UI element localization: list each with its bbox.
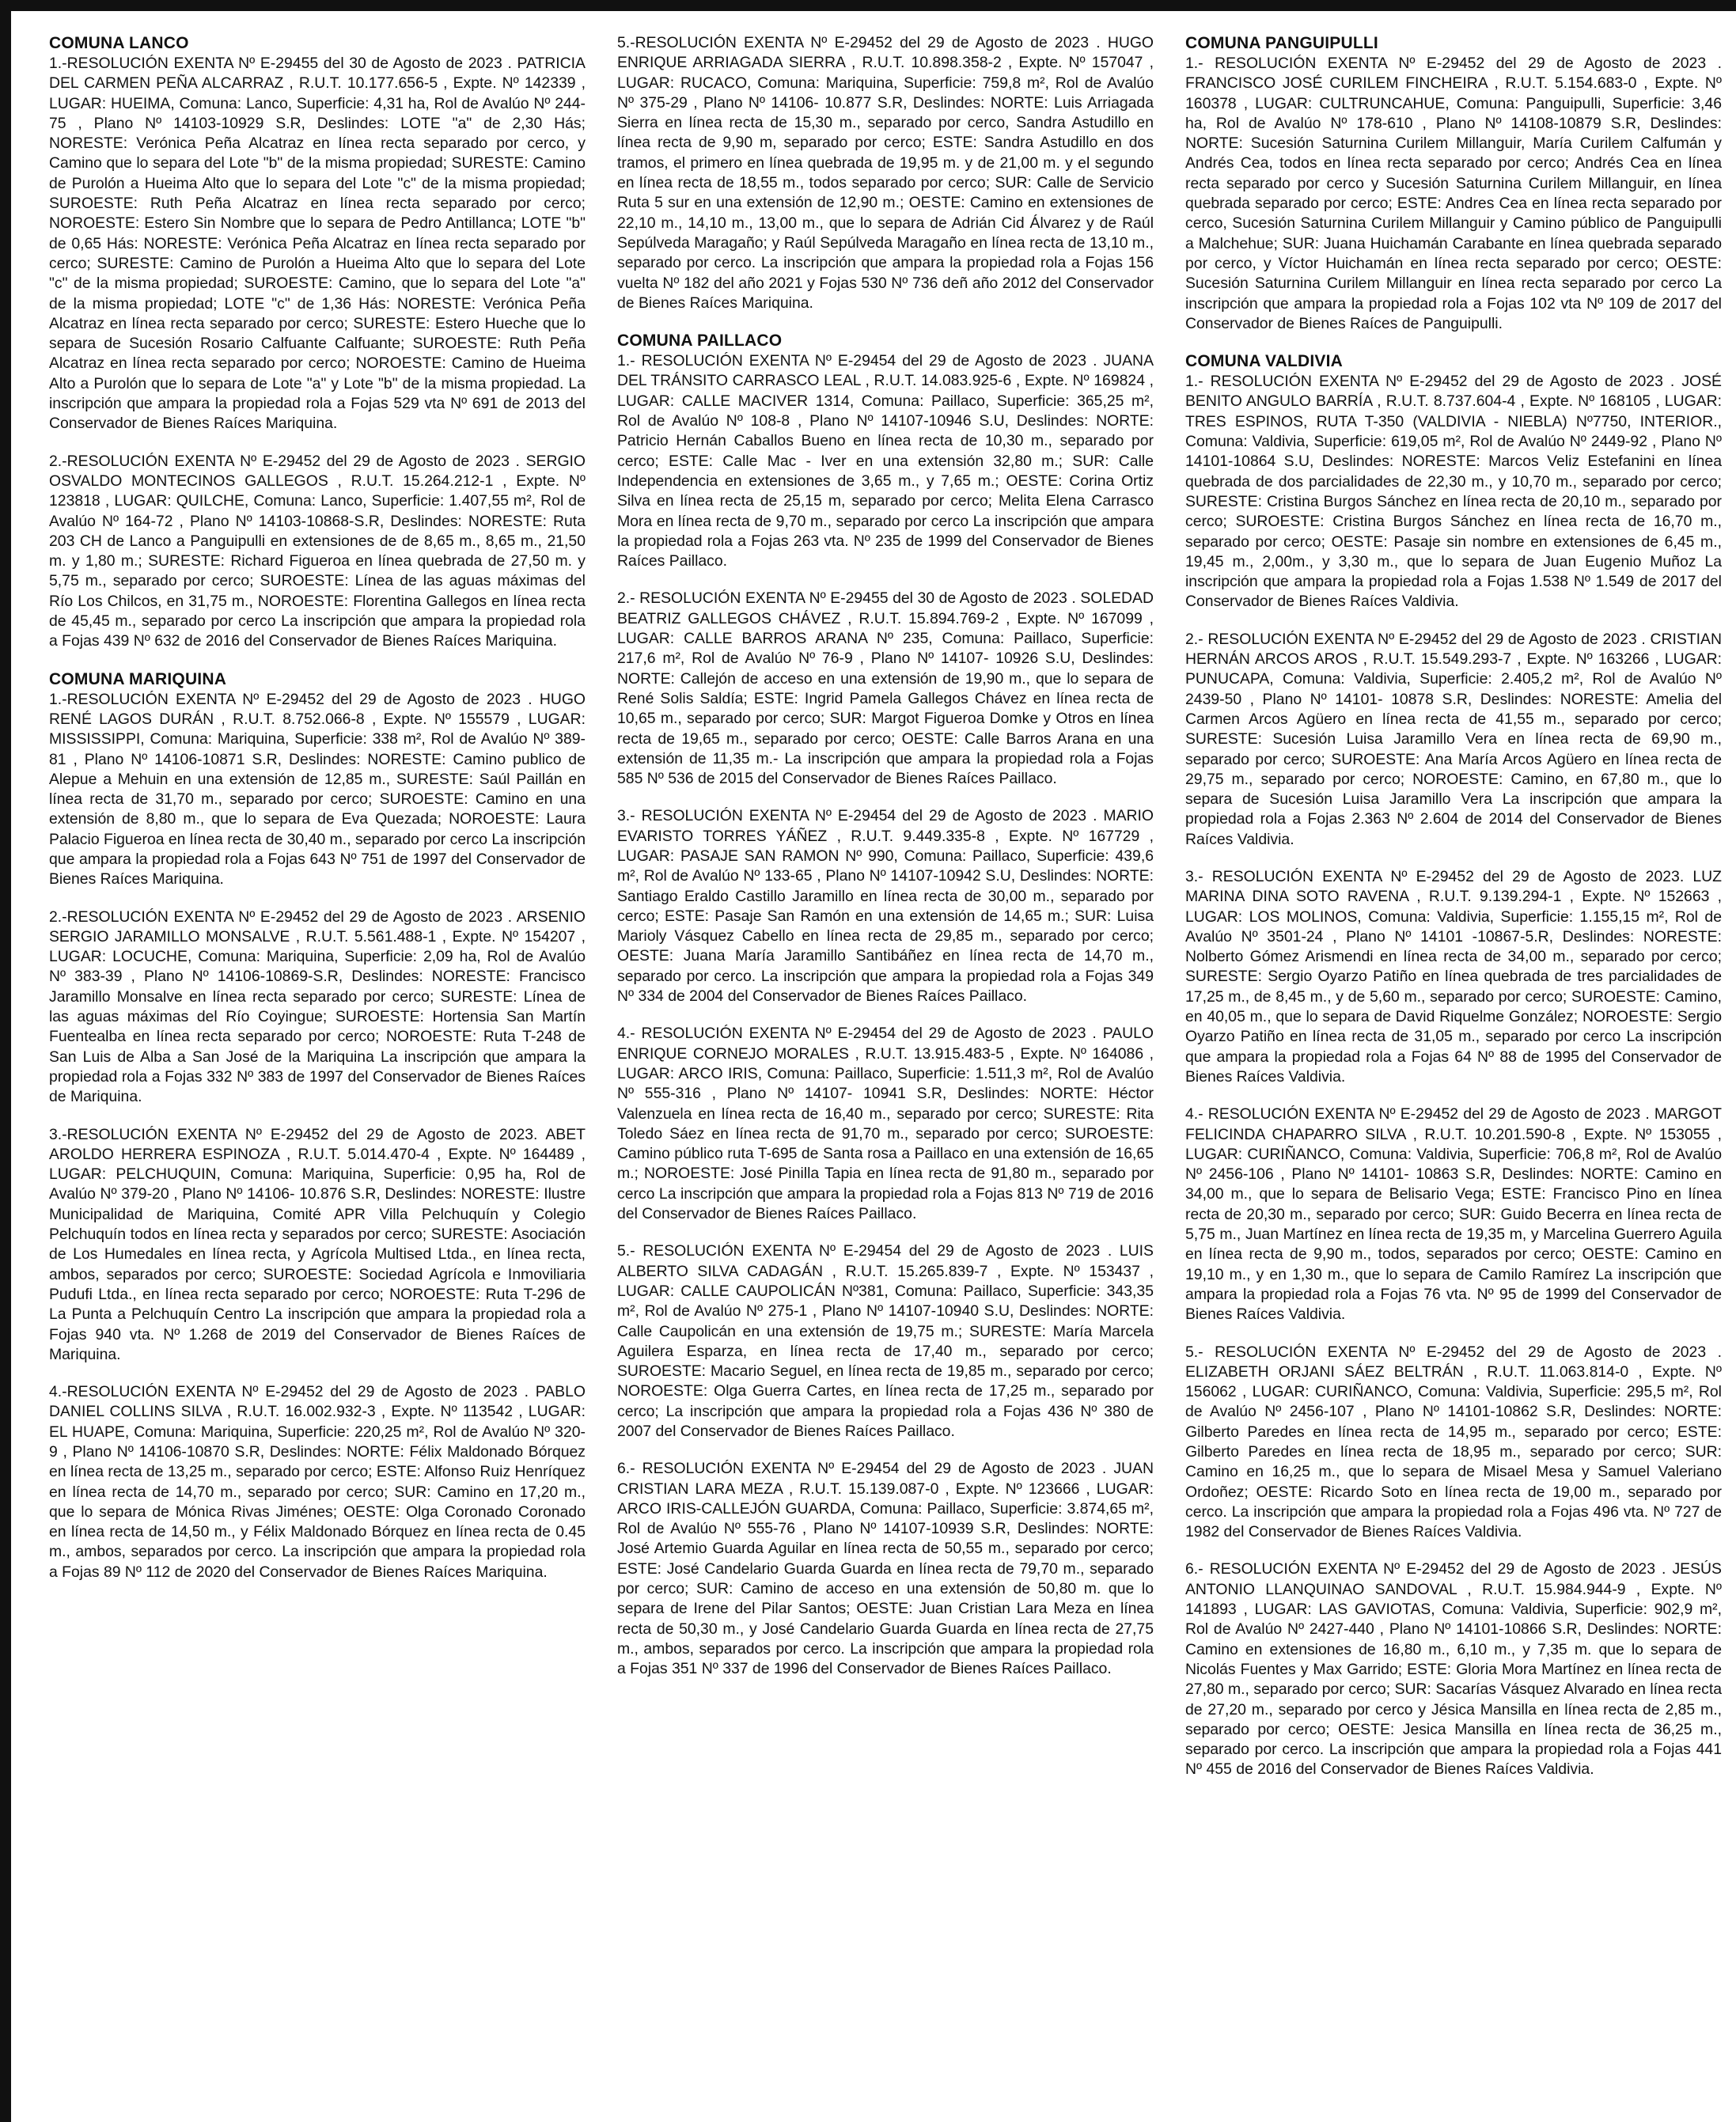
notice-mariquina-3: 3.-RESOLUCIÓN EXENTA Nº E-29452 del 29 de Agosto de 2023. ABET AROLDO HERRERA ESPINOZA , R.U.T. 5.014.470-4 , Expte. Nº 164489 , LUGAR: PELCHUQUIN, Comuna: Mariquina, Superficie: 0,95 ha, Rol de Avalúo Nº 379-20 , Plano Nº 14106- 10.876 S.R, Deslindes: NORESTE: Ilustre Municipalidad de Mariquina, Comité APR Villa Pelchuquín y Colegio Pelchuquín todos en línea recta y separados por cerco; SURESTE: Asociación de Los Humedales en línea recta, y Agrícola Multised Ltda., en línea recta, ambos, separados por cerco; SUROESTE: Sociedad Agrícola e Inmoviliaria Pudufi Ltda., en línea recta separado por cerco; NOROESTE: Ruta T-296 de La Punta a Pelchuquín Centro La inscripción que ampara la propiedad rola a Fojas 940 vta. Nº 1.268 de 2019 del Conservador de Bienes Raíces de Mariquina. [49,1125,586,1363]
section-title-paillaco: COMUNA PAILLACO [617,332,783,351]
section-title-lanco: COMUNA LANCO [49,34,189,52]
column-3 [1185,33,1722,1798]
notice-valdivia-2: 2.- RESOLUCIÓN EXENTA Nº E-29452 del 29 de Agosto de 2023 . CRISTIAN HERNÁN ARCOS AROS , R.U.T. 15.549.293-7 , Expte. Nº 163266 , LUGAR: PUNUCAPA, Comuna: Valdivia, Superficie: 2.405,2 m², Rol de Avalúo Nº 2439-50 , Plano Nº 14101- 10878 S.R, Deslindes: NORESTE: Amelia del Carmen Arcos Agüero en línea recta de 41,55 m., separado por cerco; SURESTE: Sucesión Luisa Jaramillo Vera en línea recta de 69,90 m., separado por cerco; SUROESTE: Ana María Arcos Agüero en línea recta de 29,75 m., separado por cerco; NOROESTE: Camino, en 67,80 m., que lo separa de Sucesión Luisa Jaramillo Vera La inscripción que ampara la propiedad rola a Fojas 2.363 Nº 2.604 de 2014 del Conservador de Bienes Raíces Valdivia. [1185,630,1722,848]
top-border-rule [0,0,1736,11]
notice-lanco-2: 2.-RESOLUCIÓN EXENTA Nº E-29452 del 29 de Agosto de 2023 . SERGIO OSVALDO MONTECINOS GALLEGOS , R.U.T. 15.264.212-1 , Expte. Nº 123818 , LUGAR: QUILCHE, Comuna: Lanco, Superficie: 1.407,55 m², Rol de Avalúo Nº 164-72 , Plano Nº 14103-10868-S.R, Deslindes: NORESTE: Ruta 203 CH de Lanco a Panguipulli en extensiones de de 8,65 m., 8,65 m., 21,50 m. y 1,80 m.; SURESTE: Richard Figueroa en línea quebrada de 27,50 m. y 5,75 m., separado por cerco; SUROESTE: Línea de las aguas máximas del Río Los Chilcos, en 31,75 m., NOROESTE: Florentina Gallegos en línea recta de 45,45 m., separado por cerco La inscripción que ampara la propiedad rola a Fojas 439 Nº 632 de 2016 del Conservador de Bienes Raíces Mariquina. [49,452,586,650]
notice-paillaco-5: 5.- RESOLUCIÓN EXENTA Nº E-29454 del 29 de Agosto de 2023 . LUIS ALBERTO SILVA CADAGÁN , R.U.T. 15.265.839-7 , Expte. Nº 153437 , LUGAR: CALLE CAUPOLICÁN Nº381, Comuna: Paillaco, Superficie: 343,35 m², Rol de Avalúo Nº 275-1 , Plano Nº 14107-10940 S.U, Deslindes: NORTE: Calle Caupolicán en una extensión de 19,75 m.; SURESTE: María Marcela Aguilera Esparza, en línea recta de 17,40 m., separado por cerco; SUROESTE: Macario Seguel, en línea recta de 19,85 m., separado por cerco; NOROESTE: Olga Guerra Cartes, en línea recta de 17,25 m., separado por cerco; La inscripción que ampara la propiedad rola a Fojas 436 Nº 380 de 2007 del Conservador de Bienes Raíces Paillaco. [617,1242,1154,1440]
notice-paillaco-3: 3.- RESOLUCIÓN EXENTA Nº E-29454 del 29 de Agosto de 2023 . MARIO EVARISTO TORRES YÁÑEZ , R.U.T. 9.449.335-8 , Expte. Nº 167729 , LUGAR: PASAJE SAN RAMON Nº 990, Comuna: Paillaco, Superficie: 439,6 m², Rol de Avalúo Nº 133-65 , Plano Nº 14107-10942 S.U, Deslindes: NORTE: Santiago Eraldo Castillo Jaramillo en línea recta de 30,00 m., separado por cerco; ESTE: Pasaje San Ramón en una extensión de 14,65 m.; SUR: Luisa Marioly Vásquez Cabello en línea recta de 29,85 m., separado por cerco; OESTE: Juana María Jaramillo Santibáñez en línea recta de 14,70 m., separado por cerco. La inscripción que ampara la propiedad rola a Fojas 349 Nº 334 de 2004 del Conservador de Bienes Raíces Paillaco. [617,807,1154,1006]
column-1 [49,33,586,1600]
notice-valdivia-6: 6.- RESOLUCIÓN EXENTA Nº E-29452 del 29 de Agosto de 2023 . JESÚS ANTONIO LLANQUINAO SANDOVAL , R.U.T. 15.984.944-9 , Expte. Nº 141893 , LUGAR: LAS GAVIOTAS, Comuna: Valdivia, Superficie: 902,9 m², Rol de Avalúo Nº 2427-440 , Plano Nº 14101-10866 S.R, Deslindes: NORTE: Camino en extensiones de 16,80 m., 6,10 m., y 7,35 m. que lo separa de Nicolás Fuentes y Max Garrido; ESTE: Gloria Mora Martínez en línea recta de 27,80 m., separado por cerco; SUR: Sacarías Vásquez Alvarado en línea recta de 27,20 m., separado por cerco y Jésica Mansilla en línea recta de 2,85 m., separado por cerco; OESTE: Jesica Mansilla en línea recta de 36,25 m., separado por cerco. La inscripción que ampara la propiedad rola a Fojas 441 Nº 455 de 2016 del Conservador de Bienes Raíces Valdivia. [1185,1560,1722,1779]
notice-paillaco-2: 2.- RESOLUCIÓN EXENTA Nº E-29455 del 30 de Agosto de 2023 . SOLEDAD BEATRIZ GALLEGOS CHÁVEZ , R.U.T. 15.894.769-2 , Expte. Nº 167099 , LUGAR: CALLE BARROS ARANA Nº 235, Comuna: Paillaco, Superficie: 217,6 m², Rol de Avalúo Nº 76-9 , Plano Nº 14107- 10926 S.U, Deslindes: NORTE: Callejón de acceso en una extensión de 19,90 m., que lo separa de René Solis Saldía; ESTE: Ingrid Pamela Gallegos Chávez en línea recta de 10,65 m., separado por cerco; SUR: Margot Figueroa Domke y Otros en línea recta de 19,65 m., separado por cerco; OESTE: Calle Barros Arana en una extensión de 11,35 m.- La inscripción que ampara la propiedad rola a Fojas 585 Nº 536 de 2015 del Conservador de Bienes Raíces Paillaco. [617,589,1154,788]
left-border-rule [0,0,11,2122]
column-2 [617,33,1154,1697]
text-columns [49,33,1722,1798]
section-title-mariquina: COMUNA MARIQUINA [49,669,227,688]
notice-mariquina-2: 2.-RESOLUCIÓN EXENTA Nº E-29452 del 29 de Agosto de 2023 . ARSENIO SERGIO JARAMILLO MONSALVE , R.U.T. 5.561.488-1 , Expte. Nº 154207 , LUGAR: LOCUCHE, Comuna: Mariquina, Superficie: 2,09 ha, Rol de Avalúo Nº 383-39 , Plano Nº 14106-10869-S.R, Deslindes: NORESTE: Francisco Jaramillo Monsalve en línea recta separado por cerco; SURESTE: Línea de las aguas máximas del Río Coyingue; SUROESTE: Hortensia San Martín Fuentealba en línea recta separado por cerco; NOROESTE: Ruta T-248 de San Luis de Alba a San José de la Mariquina La inscripción que ampara la propiedad rola a Fojas 332 Nº 383 de 1997 del Conservador de Bienes Raíces de Mariquina. [49,908,586,1106]
notice-lanco-1: 1.-RESOLUCIÓN EXENTA Nº E-29455 del 30 de Agosto de 2023 . PATRICIA DEL CARMEN PEÑA ALCARRAZ , R.U.T. 10.177.656-5 , Expte. Nº 142339 , LUGAR: HUEIMA, Comuna: Lanco, Superficie: 4,31 ha, Rol de Avalúo Nº 244-75 , Plano Nº 14103-10929 S.R, Deslindes: LOTE "a" de 2,30 Hás; NORESTE: Verónica Peña Alcatraz en línea recta separado por cerco, y Camino que lo separa del Lote "b" de la misma propiedad; SURESTE: Camino de Purolón a Hueima Alto que lo separa del Lote "c" de la misma propiedad; SUROESTE: Ruth Peña Alcatraz en línea recta separado por cerco; NOROESTE: Estero Sin Nombre que lo separa de Pedro Antillanca; LOTE "b" de 0,65 Hás: NORESTE: Verónica Peña Alcatraz en línea recta separado por cerco; SURESTE: Camino de Purolón a Hueima Alto que lo separa del Lote "c" de la misma propiedad; SUROESTE: Camino, que lo separa del Lote "a" de la misma propiedad; LOTE "c" de 1,36 Hás: NORESTE: Verónica Peña Alcatraz en línea recta separado por cerco; SURESTE: Estero Hueche que lo separa de Sucesión Rosario Calfuante Calfuante; SUROESTE: Ruth Peña Alcatraz en línea recta separado por cerco; NOROESTE: Camino de Hueima Alto a Purolón que lo separa de Lote "a" y Lote "b" de la misma propiedad. La inscripción que ampara la propiedad rola a Fojas 529 vta Nº 691 de 2013 del Conservador de Bienes Raíces Mariquina. [49,55,586,433]
section-title-panguipulli: COMUNA PANGUIPULLI [1185,34,1378,52]
notice-mariquina-1: 1.-RESOLUCIÓN EXENTA Nº E-29452 del 29 de Agosto de 2023 . HUGO RENÉ LAGOS DURÁN , R.U.T. 8.752.066-8 , Expte. Nº 155579 , LUGAR: MISSISSIPPI, Comuna: Mariquina, Superficie: 338 m², Rol de Avalúo Nº 389-81 , Plano Nº 14106-10871 S.R, Deslindes: NORESTE: Camino publico de Alepue a Mehuin en una extensión de 12,85 m., SURESTE: Saúl Paillán en línea recta de 31,70 m., separado por cerco; SUROESTE: Camino en una extensión de 8,80 m., que lo separa de Eva Quezada; NOROESTE: Laura Palacio Figueroa en línea recta de 30,40 m., separado por cerco La inscripción que ampara la propiedad rola a Fojas 643 Nº 751 de 1997 del Conservador de Bienes Raíces Mariquina. [49,690,586,889]
notice-valdivia-1: 1.- RESOLUCIÓN EXENTA Nº E-29452 del 29 de Agosto de 2023 . JOSÉ BENITO ANGULO BARRÍA , R.U.T. 8.737.604-4 , Expte. Nº 168105 , LUGAR: TRES ESPINOS, RUTA T-350 (VALDIVIA - NIEBLA) Nº7750, INTERIOR., Comuna: Valdivia, Superficie: 619,05 m², Rol de Avalúo Nº 2449-92 , Plano Nº 14101-10864 S.U, Deslindes: NORESTE: Marcos Veliz Estefanini en línea quebrada de dos parcialidades de 22,30 m., y 10,70 m., separado por cerco; SURESTE: Cristina Burgos Sánchez en línea recta de 20,10 m., separado por cerco; SUROESTE: Cristina Burgos Sánchez en línea recta de 16,70 m., separado por cerco; OESTE: Pasaje sin nombre en extensiones de 6,45 m., 19,45 m., 2,00m., y 3,30 m., que lo separa de Juan Eugenio Muñoz La inscripción que ampara la propiedad rola a Fojas 1.538 Nº 1.549 de 2017 del Conservador de Bienes Raíces Valdivia. [1185,373,1722,611]
section-title-valdivia: COMUNA VALDIVIA [1185,352,1343,371]
notice-mariquina-4: 4.-RESOLUCIÓN EXENTA Nº E-29452 del 29 de Agosto de 2023 . PABLO DANIEL COLLINS SILVA , R.U.T. 16.002.932-3 , Expte. Nº 113542 , LUGAR: EL HUAPE, Comuna: Mariquina, Superficie: 220,25 m², Rol de Avalúo Nº 320-9 , Plano Nº 14106-10870 S.R, Deslindes: NORTE: Félix Maldonado Bórquez en línea recta de 13,25 m., separado por cerco; ESTE: Alfonso Ruiz Henríquez en línea recta de 14,70 m., separado por cerco; SUR: Camino en 17,20 m., que lo separa de Mónica Rivas Jiménes; OESTE: Olga Coronado Coronado en línea recta de 14,50 m., y Félix Maldonado Bórquez en línea recta de 0.45 m., ambos, separados por cerco. La inscripción que ampara la propiedad rola a Fojas 89 Nº 112 de 2020 del Conservador de Bienes Raíces Mariquina. [49,1383,586,1581]
notice-mariquina-5: 5.-RESOLUCIÓN EXENTA Nº E-29452 del 29 de Agosto de 2023 . HUGO ENRIQUE ARRIAGADA SIERRA , R.U.T. 10.898.358-2 , Expte. Nº 157047 , LUGAR: RUCACO, Comuna: Mariquina, Superficie: 759,8 m², Rol de Avalúo Nº 375-29 , Plano Nº 14106- 10.877 S.R, Deslindes: NORTE: Luis Arriagada Sierra en línea recta de 15,30 m., separado por cerco, Sandra Astudillo en línea recta de 9,90 m, separado por cerco; ESTE: Sandra Astudillo en dos tramos, el primero en línea quebrada de 19,95 m. y de 21,00 m. y el segundo en línea recta de 18,55 m., todos separado por cerco; SUR: Calle de Servicio Ruta 5 sur en una extensión de 12,90 m.; OESTE: Camino en extensiones de 22,10 m., 14,10 m., 13,00 m., que lo separa de Adrián Cid Álvarez y de Raúl Sepúlveda Maragaño; y Raúl Sepúlveda Maragaño en línea recta de 13,10 m., separado por cerco. La inscripción que ampara la propiedad rola a Fojas 156 vuelta Nº 182 del año 2021 y Fojas 530 Nº 736 deñ año 2012 del Conservador de Bienes Raíces Mariquina. [617,34,1154,312]
notice-paillaco-4: 4.- RESOLUCIÓN EXENTA Nº E-29454 del 29 de Agosto de 2023 . PAULO ENRIQUE CORNEJO MORALES , R.U.T. 13.915.483-5 , Expte. Nº 164086 , LUGAR: ARCO IRIS, Comuna: Paillaco, Superficie: 1.511,3 m², Rol de Avalúo Nº 555-316 , Plano Nº 14107- 10941 S.R, Deslindes: NORTE: Héctor Valenzuela en línea recta de 16,40 m., separado por cerco; SURESTE: Rita Toledo Sáez en línea recta de 91,70 m., separado por cerco; SUROESTE: Camino público ruta T-695 de Santa rosa a Paillaco en una extensión de 16,65 m.; NOROESTE: José Pinilla Tapia en línea recta de 91,80 m., separado por cerco La inscripción que ampara la propiedad rola a Fojas 813 Nº 719 de 2016 del Conservador de Bienes Raíces Paillaco. [617,1025,1154,1223]
notice-paillaco-1: 1.- RESOLUCIÓN EXENTA Nº E-29454 del 29 de Agosto de 2023 . JUANA DEL TRÁNSITO CARRASCO LEAL , R.U.T. 14.083.925-6 , Expte. Nº 169824 , LUGAR: CALLE MACIVER 1314, Comuna: Paillaco, Superficie: 365,25 m², Rol de Avalúo Nº 108-8 , Plano Nº 14107-10946 S.U, Deslindes: NORTE: Patricio Hernán Caballos Bueno en línea recta de 10,30 m., separado por cerco; ESTE: Calle Mac - Iver en una extensión 32,80 m.; SUR: Calle Independencia en extensiones de 3,65 m., y 7,65 m.; OESTE: Corina Ortiz Silva en línea recta de 25,15 m, separado por cerco; Melita Elena Carrasco Mora en línea recta de 9,70 m., separado por cerco La inscripción que ampara la propiedad rola a Fojas 263 vta. Nº 235 de 1999 del Conservador de Bienes Raíces Paillaco. [617,352,1154,570]
notice-valdivia-5: 5.- RESOLUCIÓN EXENTA Nº E-29452 del 29 de Agosto de 2023 . ELIZABETH ORJANI SÁEZ BELTRÁN , R.U.T. 11.063.814-0 , Expte. Nº 156062 , LUGAR: CURIÑANCO, Comuna: Valdivia, Superficie: 295,5 m², Rol de Avalúo Nº 2456-107 , Plano Nº 14101-10862 S.R, Deslindes: NORTE: Gilberto Paredes en línea recta de 14,95 m., separado por cerco; ESTE: Gilberto Paredes en línea recta de 18,95 m., separado por cerco; SUR: Camino en 16,25 m., que lo separa de Misael Mesa y Samuel Valeriano Ordoñez; OESTE: Ricardo Soto en línea recta de 19,00 m., separado por cerco. La inscripción que ampara la propiedad rola a Fojas 496 vta. Nº 727 de 1982 del Conservador de Bienes Raíces Valdivia. [1185,1343,1722,1541]
notice-panguipulli-1: 1.- RESOLUCIÓN EXENTA Nº E-29452 del 29 de Agosto de 2023 . FRANCISCO JOSÉ CURILEM FINCHEIRA , R.U.T. 5.154.683-0 , Expte. Nº 160378 , LUGAR: CULTRUNCAHUE, Comuna: Panguipulli, Superficie: 3,46 ha, Rol de Avalúo Nº 178-610 , Plano Nº 14108-10879 S.R, Deslindes: NORTE: Sucesión Saturnina Curilem Millanguir, María Curilem Calfumán y Andrés Cea, todos en línea recta separado por cerco; Andrés Cea en línea recta separado por cerco y Sucesión Saturnina Curilem Millanguir, en línea quebrada separado por cerco; ESTE: Andres Cea en línea recta separado por cerco, Sucesión Saturnina Curilem Millanguir y Camino público de Panguipulli a Malchehue; SUR: Juana Huichamán Carabante en línea quebrada separado por cerco, y Víctor Huichamán en línea recta separado por cerco; OESTE: Sucesión Saturnina Curilem Millanguir en línea recta separado por cerco La inscripción que ampara la propiedad rola a Fojas 102 vta Nº 109 de 2017 del Conservador de Bienes Raíces de Panguipulli. [1185,55,1722,332]
notice-valdivia-4: 4.- RESOLUCIÓN EXENTA Nº E-29452 del 29 de Agosto de 2023 . MARGOT FELICINDA CHAPARRO SILVA , R.U.T. 10.201.590-8 , Expte. Nº 153055 , LUGAR: CURIÑANCO, Comuna: Valdivia, Superficie: 706,8 m², Rol de Avalúo Nº 2456-106 , Plano Nº 14101- 10863 S.R, Deslindes: NORTE: Camino en 34,00 m., que lo separa de Belisario Vega; ESTE: Francisco Pino en línea recta de 20,30 m., separado por cerco; SUR: Guido Becerra en línea recta de 5,75 m., Juan Martínez en línea recta de 19,35 m, y Marcelina Guerrero Aguila en línea recta de 9,90 m., todos, separados por cerco; OESTE: Camino en 19,10 m., y en 1,30 m., que lo separa de Camilo Ramírez La inscripción que ampara la propiedad rola a Fojas 76 vta. Nº 95 de 1999 del Conservador de Bienes Raíces Valdivia. [1185,1105,1722,1324]
notice-paillaco-6: 6.- RESOLUCIÓN EXENTA Nº E-29454 del 29 de Agosto de 2023 . JUAN CRISTIAN LARA MEZA , R.U.T. 15.139.087-0 , Expte. Nº 123666 , LUGAR: ARCO IRIS-CALLEJÓN GUARDA, Comuna: Paillaco, Superficie: 3.874,65 m², Rol de Avalúo Nº 555-76 , Plano Nº 14107-10939 S.R, Deslindes: NORTE: José Artemio Guarda Aguilar en línea recta de 50,55 m., separado por cerco; ESTE: José Candelario Guarda Guarda en línea recta de 79,70 m., separado por cerco; SUR: Camino de acceso en una extensión de 50,80 m. que lo separa de Irene del Pilar Santos; OESTE: Juan Cristian Lara Meza en línea recta de 50,30 m., y José Candelario Guarda Guarda en línea recta de 27,75 m., ambos, separados por cerco. La inscripción que ampara la propiedad rola a Fojas 351 Nº 337 de 1996 del Conservador de Bienes Raíces Paillaco. [617,1460,1154,1678]
notice-valdivia-3: 3.- RESOLUCIÓN EXENTA Nº E-29452 del 29 de Agosto de 2023. LUZ MARINA DINA SOTO RAVENA , R.U.T. 9.139.294-1 , Expte. Nº 152663 , LUGAR: LOS MOLINOS, Comuna: Valdivia, Superficie: 1.155,15 m², Rol de Avalúo Nº 3501-24 , Plano Nº 14101 -10867-5.R, Deslindes: NORESTE: Nolberto Gómez Arismendi en línea recta de 34,00 m., separado por cerco; SURESTE: Sergio Oyarzo Patiño en línea quebrada de tres parcialidades de 17,25 m., de 8,45 m., y de 5,60 m., separado por cerco; SUROESTE: Camino, en 40,05 m., que lo separa de David Riquelme González; NOROESTE: Sergio Oyarzo Patiño en línea recta de 31,05 m., separado por cerco La inscripción que ampara la propiedad rola a Fojas 64 Nº 88 de 1995 del Conservador de Bienes Raíces Valdivia. [1185,867,1722,1086]
